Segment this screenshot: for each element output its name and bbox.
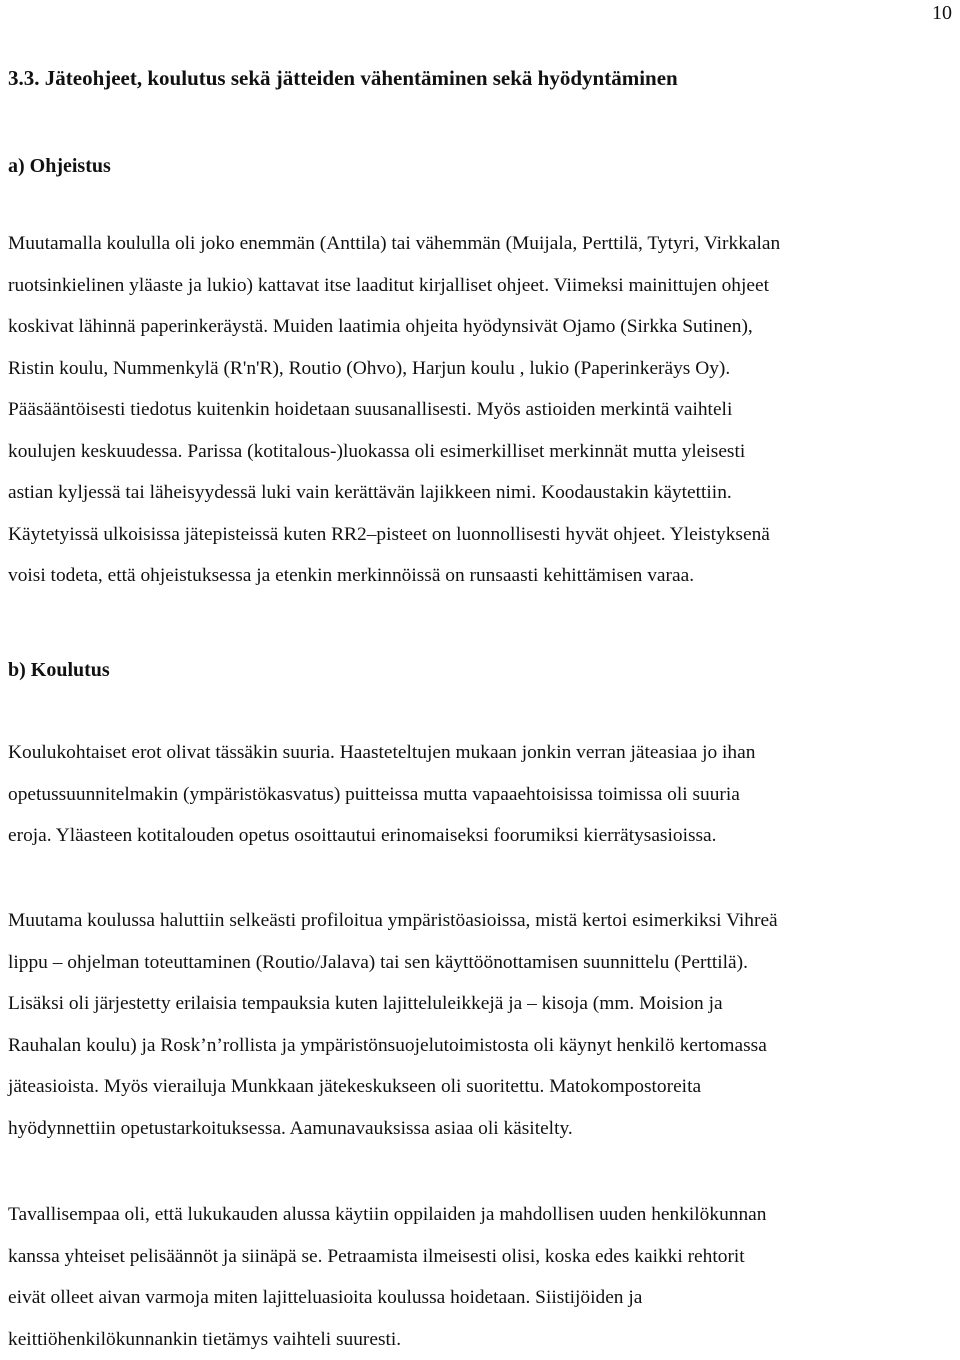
subsection-b-heading: b) Koulutus [8,656,110,684]
paragraph-line: astian kyljessä tai läheisyydessä luki vain kerättävän lajikkeen nimi. Koodaustakin käytettiin. [8,472,952,514]
koulutus-paragraph-2 [8,900,952,1149]
koulutus-paragraph-1 [8,732,952,857]
paragraph-line: lippu – ohjelman toteuttaminen (Routio/Jalava) tai sen käyttöönottamisen suunnittelu (Perttilä). [8,942,952,984]
subsection-a-heading: a) Ohjeistus [8,152,111,180]
paragraph-line: kanssa yhteiset pelisäännöt ja siinäpä se. Petraamista ilmeisesti olisi, koska edes kaikki rehtorit [8,1236,952,1278]
paragraph-line: eivät olleet aivan varmoja miten lajitteluasioita koulussa hoidetaan. Siistijöiden ja [8,1277,952,1319]
paragraph-line: eroja. Yläasteen kotitalouden opetus osoittautui erinomaiseksi foorumiksi kierrätysasioissa. [8,815,952,857]
paragraph-line: koskivat lähinnä paperinkeräystä. Muiden laatimia ohjeita hyödynsivät Ojamo (Sirkka Sutinen), [8,306,952,348]
paragraph-line: Koulukohtaiset erot olivat tässäkin suuria. Haasteteltujen mukaan jonkin verran jäteasiaa jo ihan [8,732,952,774]
koulutus-paragraph-3 [8,1194,952,1360]
paragraph-line: Muutama koulussa haluttiin selkeästi profiloitua ympäristöasioissa, mistä kertoi esimerkiksi Vihreä [8,900,952,942]
paragraph-line: voisi todeta, että ohjeistuksessa ja etenkin merkinnöissä on runsaasti kehittämisen varaa. [8,555,952,597]
paragraph-line: koulujen keskuudessa. Parissa (kotitalous-)luokassa oli esimerkilliset merkinnät mutta yleisesti [8,431,952,473]
section-heading: 3.3. Jäteohjeet, koulutus sekä jätteiden vähentäminen sekä hyödyntäminen [8,64,678,92]
paragraph-line: hyödynnettiin opetustarkoituksessa. Aamunavauksissa asiaa oli käsitelty. [8,1108,952,1150]
paragraph-line: Muutamalla koululla oli joko enemmän (Anttila) tai vähemmän (Muijala, Perttilä, Tytyri, Virkkalan [8,223,952,265]
paragraph-line: Pääsääntöisesti tiedotus kuitenkin hoidetaan suusanallisesti. Myös astioiden merkintä vaihteli [8,389,952,431]
paragraph-line: opetussuunnitelmakin (ympäristökasvatus) puitteissa mutta vapaaehtoisissa toimissa oli suuria [8,774,952,816]
ohjeistus-paragraph [8,223,952,597]
paragraph-line: jäteasioista. Myös vierailuja Munkkaan jätekeskukseen oli suoritettu. Matokompostoreita [8,1066,952,1108]
paragraph-line: Lisäksi oli järjestetty erilaisia tempauksia kuten lajitteluleikkejä ja – kisoja (mm. Moision ja [8,983,952,1025]
paragraph-line: keittiöhenkilökunnankin tietämys vaihteli suuresti. [8,1319,952,1360]
paragraph-line: ruotsinkielinen yläaste ja lukio) kattavat itse laaditut kirjalliset ohjeet. Viimeksi mainittujen ohjeet [8,265,952,307]
paragraph-line: Rauhalan koulu) ja Rosk’n’rollista ja ympäristönsuojelutoimistosta oli käynyt henkilö kertomassa [8,1025,952,1067]
paragraph-line: Käytetyissä ulkoisissa jätepisteissä kuten RR2–pisteet on luonnollisesti hyvät ohjeet. Yleistyksenä [8,514,952,556]
page-number: 10 [932,0,952,26]
paragraph-line: Tavallisempaa oli, että lukukauden alussa käytiin oppilaiden ja mahdollisen uuden henkilökunnan [8,1194,952,1236]
paragraph-line: Ristin koulu, Nummenkylä (R'n'R), Routio (Ohvo), Harjun koulu , lukio (Paperinkeräys Oy). [8,348,952,390]
